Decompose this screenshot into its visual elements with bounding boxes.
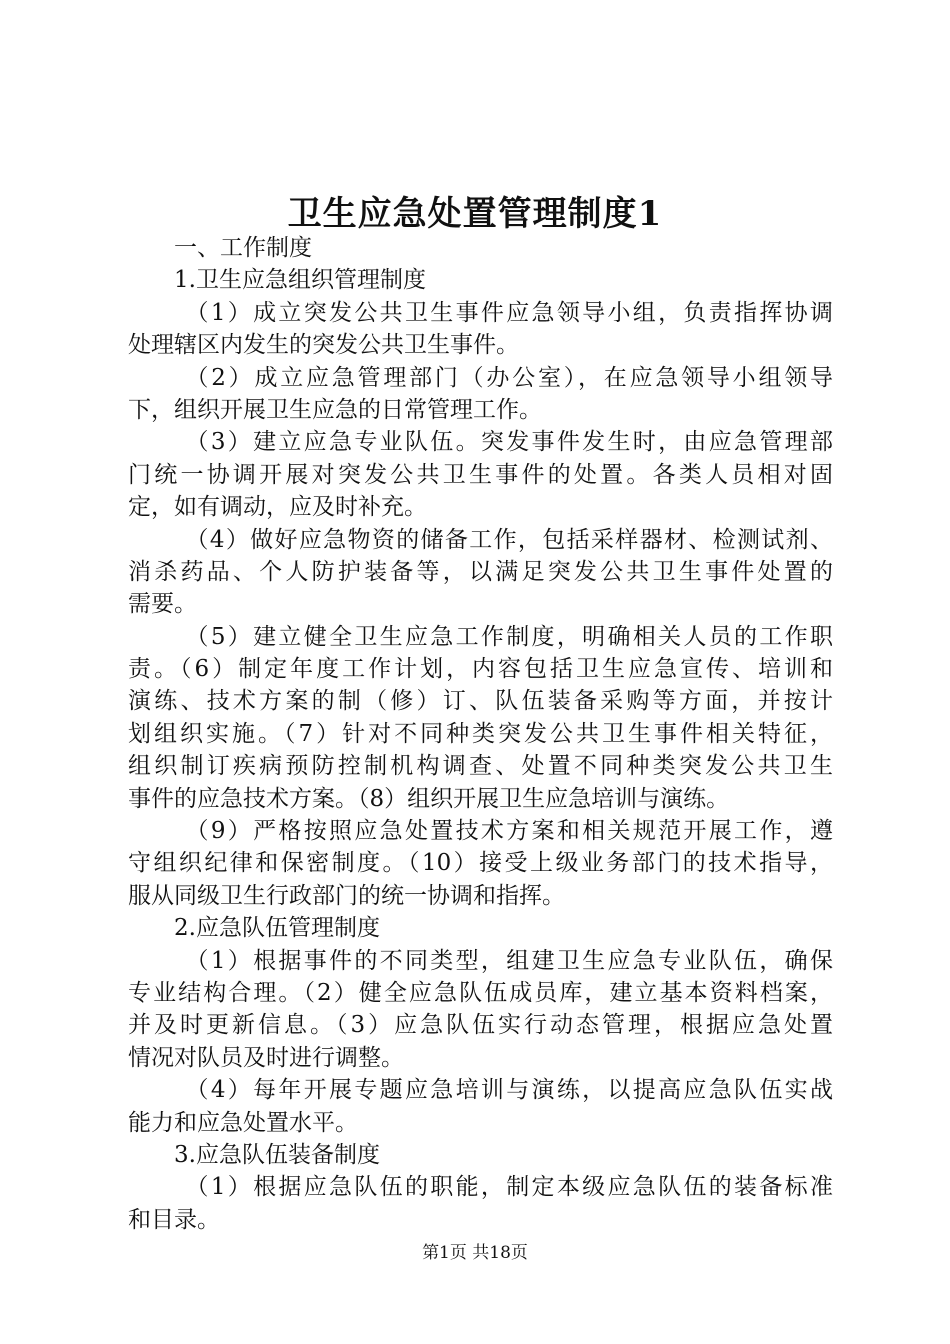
paragraph-line: 演练、技术方案的制（修）订、队伍装备采购等方面，并按计 — [128, 688, 833, 715]
paragraph-line: 事件的应急技术方案。（8）组织开展卫生应急培训与演练。 — [128, 785, 730, 812]
paragraph-line: 能力和应急处置水平。 — [128, 1109, 358, 1136]
paragraph-line: 需要。 — [128, 591, 197, 618]
paragraph-line: （2）成立应急管理部门（办公室），在应急领导小组领导 — [185, 364, 833, 391]
paragraph-line: 专业结构合理。（2）健全应急队伍成员库，建立基本资料档案， — [128, 979, 833, 1006]
paragraph-line: 处理辖区内发生的突发公共卫生事件。 — [128, 332, 519, 359]
document-title: 卫生应急处置管理制度1 — [287, 194, 663, 234]
paragraph-line: 2.应急队伍管理制度 — [174, 915, 380, 942]
paragraph-line: 定，如有调动，应及时补充。 — [128, 494, 427, 521]
document-body — [128, 232, 833, 1236]
paragraph-line: 守组织纪律和保密制度。（10）接受上级业务部门的技术指导， — [128, 850, 833, 877]
paragraph-line: 3.应急队伍装备制度 — [174, 1141, 380, 1168]
paragraph-line: 1.卫生应急组织管理制度 — [174, 267, 426, 294]
paragraph-line: 情况对队员及时进行调整。 — [128, 1044, 404, 1071]
paragraph-line: （1）成立突发公共卫生事件应急领导小组，负责指挥协调 — [185, 299, 833, 326]
page-footer: 第1页 共18页 — [422, 1243, 528, 1263]
paragraph-line: 划组织实施。（7）针对不同种类突发公共卫生事件相关特征， — [128, 720, 833, 747]
paragraph-line: 下，组织开展卫生应急的日常管理工作。 — [128, 396, 542, 423]
paragraph-line: （4）每年开展专题应急培训与演练，以提高应急队伍实战 — [185, 1077, 833, 1104]
paragraph-line: 并及时更新信息。（3）应急队伍实行动态管理，根据应急处置 — [128, 1012, 833, 1039]
paragraph-line: 和目录。 — [128, 1206, 220, 1233]
paragraph-line: （4）做好应急物资的储备工作，包括采样器材、检测试剂、 — [185, 526, 833, 553]
paragraph-line: 责。（6）制定年度工作计划，内容包括卫生应急宣传、培训和 — [128, 656, 833, 683]
paragraph-line: （9）严格按照应急处置技术方案和相关规范开展工作，遵 — [185, 818, 833, 845]
paragraph-line: 组织制订疾病预防控制机构调查、处置不同种类突发公共卫生 — [128, 753, 833, 780]
paragraph-line: （3）建立应急专业队伍。突发事件发生时，由应急管理部 — [185, 429, 833, 456]
paragraph-line: （1）根据应急队伍的职能，制定本级应急队伍的装备标准 — [185, 1174, 833, 1201]
paragraph-line: （5）建立健全卫生应急工作制度，明确相关人员的工作职 — [185, 623, 833, 650]
paragraph-line: （1）根据事件的不同类型，组建卫生应急专业队伍，确保 — [185, 947, 833, 974]
paragraph-line: 门统一协调开展对突发公共卫生事件的处置。各类人员相对固 — [128, 461, 833, 488]
paragraph-line: 服从同级卫生行政部门的统一协调和指挥。 — [128, 882, 565, 909]
paragraph-line: 消杀药品、个人防护装备等，以满足突发公共卫生事件处置的 — [128, 558, 833, 585]
paragraph-line: 一、工作制度 — [174, 235, 312, 261]
